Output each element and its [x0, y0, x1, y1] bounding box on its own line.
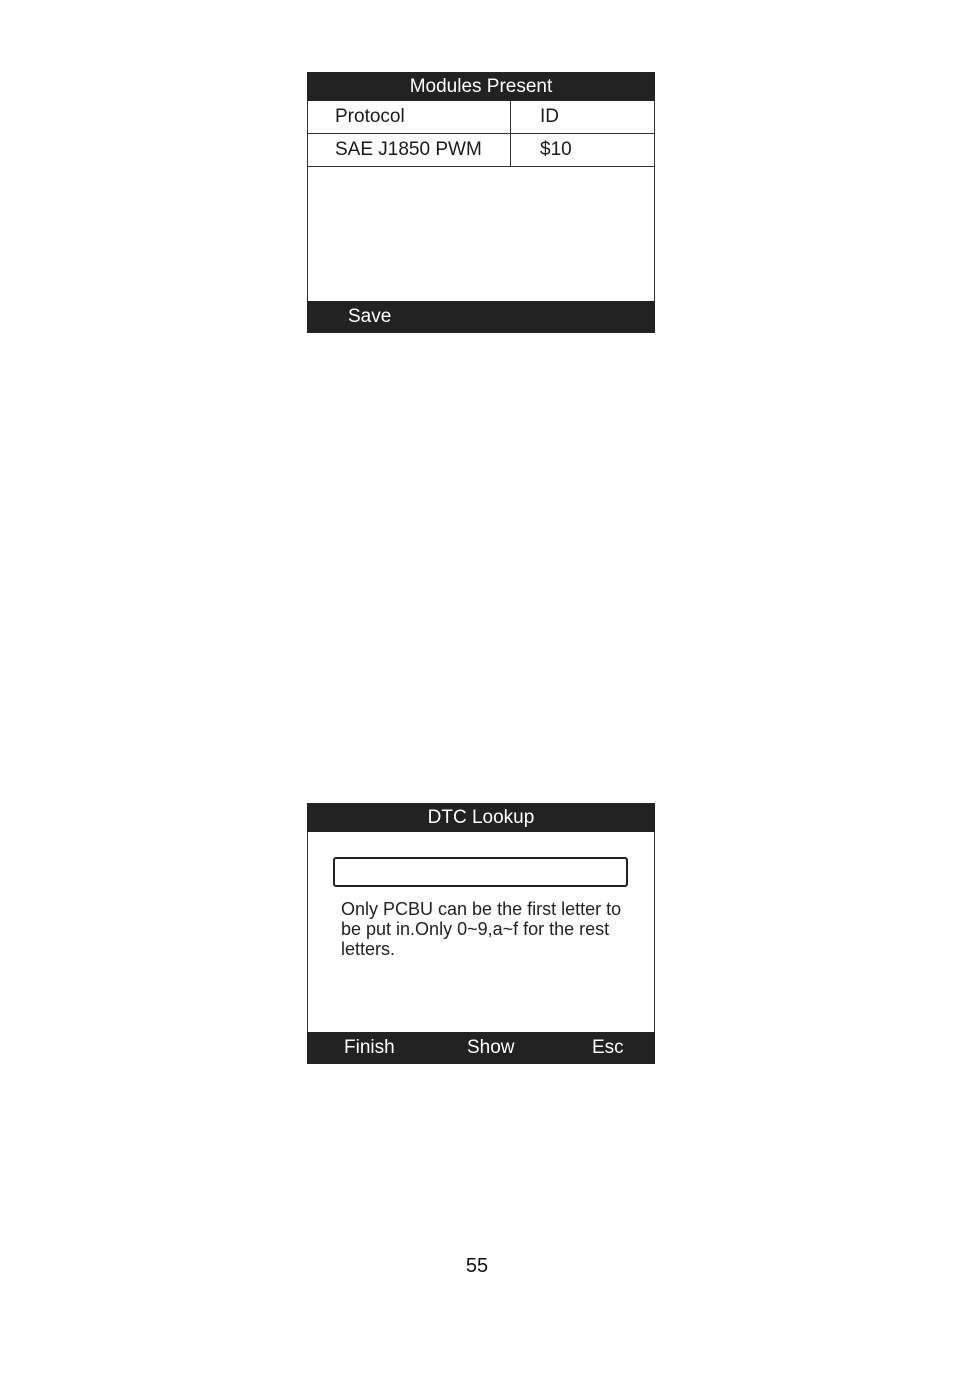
save-button[interactable]: Save	[348, 306, 392, 327]
dtc-lookup-title: DTC Lookup	[307, 803, 655, 832]
protocol-cell: SAE J1850 PWM	[308, 134, 511, 166]
modules-present-title: Modules Present	[307, 72, 655, 101]
modules-softkey-bar	[307, 301, 655, 333]
table-row[interactable]	[308, 134, 654, 167]
modules-table	[307, 101, 655, 301]
id-cell: $10	[540, 139, 572, 160]
dtc-softkey-bar	[307, 1032, 655, 1064]
table-header-row	[308, 101, 654, 134]
dtc-lookup-body	[307, 832, 655, 1032]
page-number: 55	[465, 1255, 489, 1277]
show-button[interactable]: Show	[467, 1037, 515, 1058]
esc-button[interactable]: Esc	[592, 1037, 624, 1058]
dtc-lookup-screen	[307, 803, 655, 1064]
modules-present-screen	[307, 72, 655, 333]
id-column-header: ID	[540, 106, 559, 127]
dtc-input-hint: Only PCBU can be the first letter to be put in.Only 0~9,a~f for the rest letters.	[341, 899, 622, 959]
protocol-column-header: Protocol	[308, 101, 511, 133]
dtc-code-input[interactable]	[333, 857, 628, 887]
finish-button[interactable]: Finish	[344, 1037, 395, 1058]
